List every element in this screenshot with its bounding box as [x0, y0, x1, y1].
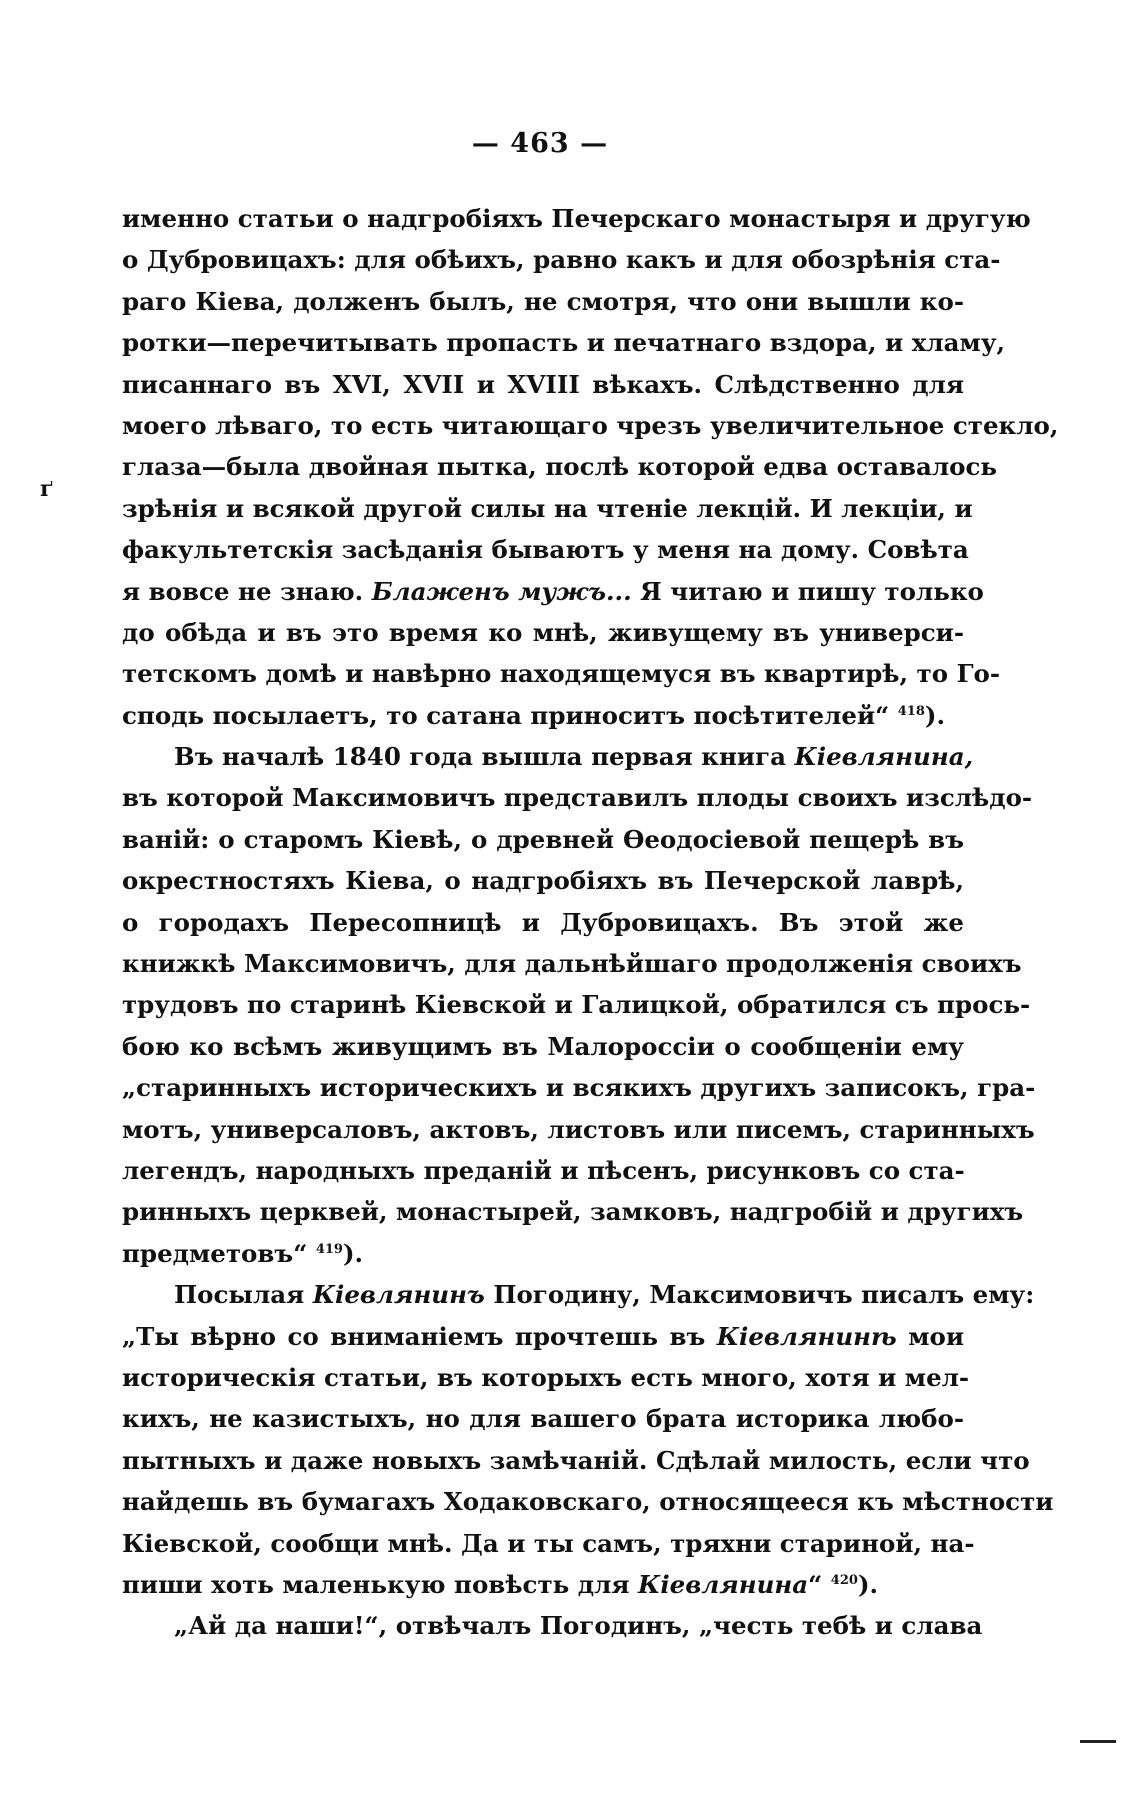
text-run: о Дубровицахъ: для обѣихъ, равно какъ и для обозрѣнія ста- [122, 245, 1001, 275]
text-line [122, 1440, 1030, 1481]
text-line [122, 529, 969, 570]
text-line [122, 1191, 1024, 1232]
text-run: факультетскія засѣданія бываютъ у меня на дому. Совѣта [122, 535, 969, 565]
text-line [122, 736, 974, 777]
footnote-ref: 418 [897, 703, 925, 719]
text-run: книжкѣ Максимовичъ, для дальнѣйшаго продолженія своихъ [122, 949, 1022, 979]
text-run: мотъ, универсаловъ, актовъ, листовъ или писемъ, старинныхъ [122, 1114, 1035, 1144]
text-run: ринныхъ церквей, монастырей, замковъ, надгробій и другихъ [122, 1197, 1024, 1227]
text-run: Посылая [174, 1280, 313, 1310]
text-line [122, 984, 1031, 1025]
text-line [122, 239, 1001, 280]
text-run: пиши хоть маленькую повѣсть для [122, 1569, 639, 1599]
text-line [122, 1398, 964, 1439]
text-run: историческія статьи, въ которыхъ есть много, хотя и мел- [122, 1362, 970, 1392]
footnote-ref: 420 [830, 1572, 858, 1588]
text-line [122, 1357, 970, 1398]
text-line [122, 198, 1031, 239]
text-run: кихъ, не казистыхъ, но для вашего брата историка любо- [122, 1404, 964, 1434]
text-line [122, 322, 1006, 363]
text-line [122, 1274, 1035, 1315]
text-run: „Ты вѣрно со вниманіемъ прочтешь въ [122, 1321, 717, 1351]
text-run: бою ко всѣмъ живущимъ въ Малороссіи о сообщеніи ему [122, 1031, 964, 1061]
text-run: о городахъ Пересопницѣ и Дубровицахъ. Въ этой же [122, 907, 964, 937]
text-run: найдешь въ бумагахъ Ходаковскаго, относящееся къ мѣстности [122, 1487, 1054, 1517]
text-run: мои [896, 1321, 964, 1351]
text-line [122, 860, 964, 901]
text-run: глаза—была двойная пытка, послѣ которой едва оставалось [122, 452, 998, 482]
text-line [122, 281, 964, 322]
text-run: “ [808, 1569, 831, 1599]
text-run: я вовсе не знаю. [122, 576, 372, 606]
text-run: зрѣнія и всякой другой силы на чтеніе лекцій. И лекціи, и [122, 493, 973, 523]
text-line [122, 1605, 983, 1646]
text-run: ваній: о старомъ Кіевѣ, о древней Ѳеодосіевой пещерѣ въ [122, 824, 964, 854]
text-line [122, 1481, 1054, 1522]
italic-title: Кіевлянина, [794, 742, 974, 772]
text-run: тетскомъ домѣ и навѣрно находящемуся въ квартирѣ, то Го- [122, 659, 1001, 689]
text-line [122, 695, 964, 736]
text-run: до обѣда и въ это время ко мнѣ, живущему въ универси- [122, 617, 964, 647]
text-run: „Ай да наши!“, отвѣчалъ Погодинъ, „честь тебѣ и слава [174, 1611, 983, 1641]
text-line [122, 777, 1033, 818]
text-line [122, 571, 984, 612]
italic-title: Кіевлянинѣ [716, 1321, 897, 1351]
text-run: Я читаю и пишу только [631, 576, 984, 606]
text-run: ротки—перечитывать пропасть и печатнаго вздора, и хламу, [122, 328, 1006, 358]
text-run: трудовъ по старинѣ Кіевской и Галицкой, обратился съ прось- [122, 990, 1031, 1020]
margin-mark: ґ [40, 476, 54, 502]
text-run: Кіевской, сообщи мнѣ. Да и ты самъ, тряхни стариной, на- [122, 1528, 975, 1558]
text-line [122, 488, 973, 529]
text-line [122, 653, 1001, 694]
text-run: ). [924, 700, 945, 730]
text-line [122, 1150, 964, 1191]
text-line [122, 819, 964, 860]
page-number: — 463 — [471, 128, 609, 159]
text-line [122, 902, 964, 943]
text-run: ). [342, 1238, 364, 1268]
text-run: предметовъ“ [122, 1238, 316, 1268]
text-line [122, 405, 1059, 446]
corner-dash [1080, 1740, 1116, 1743]
text-line [122, 446, 998, 487]
text-run: Погодину, Максимовичъ писалъ ему: [484, 1280, 1035, 1310]
footnote-ref: 419 [315, 1241, 343, 1257]
text-run: писаннаго въ XVI, XVII и XVIII вѣкахъ. Слѣдственно для [122, 369, 964, 399]
text-line [122, 364, 964, 405]
text-line [122, 1316, 964, 1357]
text-run: раго Кіева, долженъ былъ, не смотря, что они вышли ко- [122, 286, 964, 316]
text-line [122, 1564, 964, 1605]
text-run: легендъ, народныхъ преданій и пѣсенъ, рисунковъ со ста- [122, 1155, 965, 1185]
text-line [122, 1026, 964, 1067]
italic-title: Кіевлянинъ [312, 1280, 485, 1310]
italic-title: Кіевлянина [638, 1569, 809, 1599]
text-line [122, 1109, 1035, 1150]
text-run: сподь посылаетъ, то сатана приноситъ посѣтителей“ [122, 700, 898, 730]
text-run: ). [857, 1569, 879, 1599]
text-run: пытныхъ и даже новыхъ замѣчаній. Сдѣлай милость, если что [122, 1445, 1030, 1475]
body-text [122, 198, 1059, 1647]
text-run: Въ началѣ 1840 года вышла первая книга [174, 742, 795, 772]
text-line [122, 1523, 975, 1564]
text-line [122, 1233, 964, 1274]
text-run: окрестностяхъ Кіева, о надгробіяхъ въ Печерской лаврѣ, [122, 866, 964, 896]
text-run: моего лѣваго, то есть читающаго чрезъ увеличительное стекло, [122, 410, 1059, 440]
text-run: именно статьи о надгробіяхъ Печерскаго монастыря и другую [122, 204, 1031, 233]
text-line [122, 612, 964, 653]
text-line [122, 1067, 1036, 1108]
text-run: въ которой Максимовичъ представилъ плоды своихъ изслѣдо- [122, 783, 1033, 813]
text-line [122, 943, 1022, 984]
italic-title: Блаженъ мужъ... [371, 576, 632, 606]
text-run: „старинныхъ историческихъ и всякихъ другихъ записокъ, гра- [122, 1073, 1036, 1103]
